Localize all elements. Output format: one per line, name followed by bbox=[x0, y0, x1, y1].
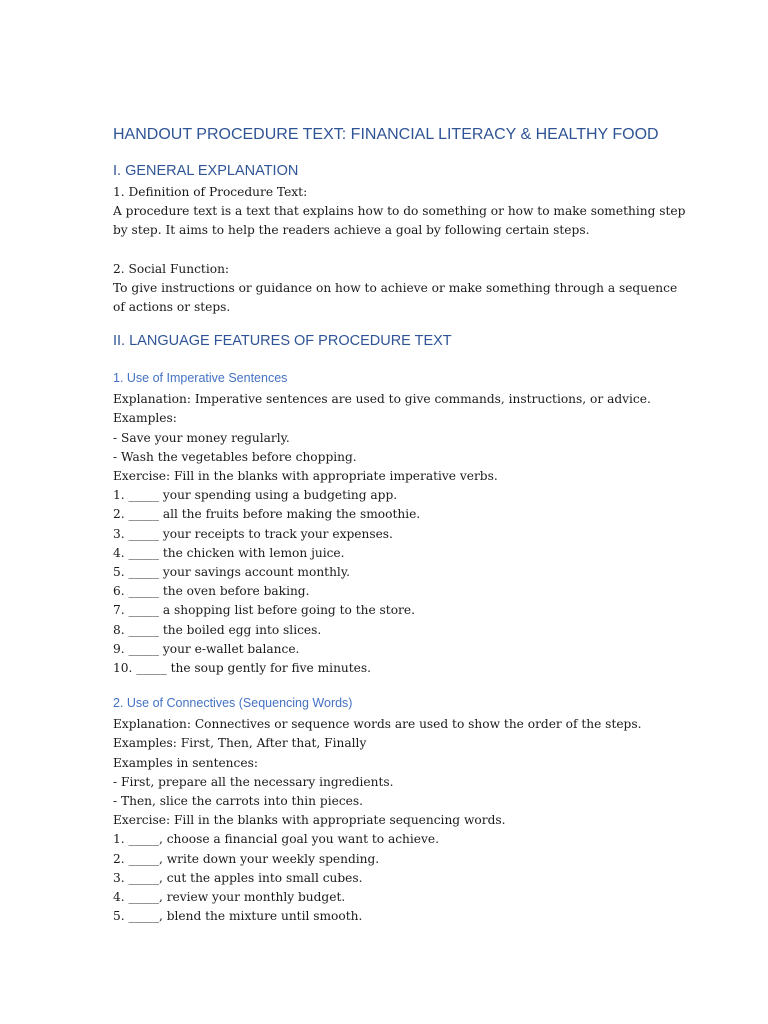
section-heading-language-features: II. LANGUAGE FEATURES OF PROCEDURE TEXT bbox=[113, 333, 452, 350]
subsection-heading-imperative: 1. Use of Imperative Sentences bbox=[113, 371, 288, 386]
text-line: Exercise: Fill in the blanks with appropriate sequencing words. bbox=[113, 813, 506, 828]
text-line: Explanation: Imperative sentences are used to give commands, instructions, or advice. bbox=[113, 392, 651, 407]
exercise-item: 2. _____ all the fruits before making the smoothie. bbox=[113, 507, 421, 522]
connective-lines bbox=[113, 715, 673, 926]
exercise-item: 2. _____, write down your weekly spending. bbox=[113, 851, 380, 866]
exercise-item: 10. _____ the soup gently for five minutes. bbox=[113, 661, 372, 676]
exercise-item: 7. _____ a shopping list before going to the store. bbox=[113, 603, 415, 618]
imperative-lines bbox=[113, 390, 673, 678]
text-line: - Wash the vegetables before chopping. bbox=[113, 449, 357, 464]
text-line: - Then, slice the carrots into thin pieces. bbox=[113, 794, 363, 809]
text-line: Exercise: Fill in the blanks with appropriate imperative verbs. bbox=[113, 469, 498, 484]
text-line: - First, prepare all the necessary ingredients. bbox=[113, 774, 394, 789]
exercise-item: 4. _____ the chicken with lemon juice. bbox=[113, 545, 345, 560]
text-line: Explanation: Connectives or sequence words are used to show the order of the steps. bbox=[113, 717, 642, 732]
text-line: - Save your money regularly. bbox=[113, 430, 290, 445]
document-page bbox=[113, 124, 686, 927]
exercise-item: 1. _____, choose a financial goal you want to achieve. bbox=[113, 832, 439, 847]
exercise-item: 3. _____ your receipts to track your expenses. bbox=[113, 526, 393, 541]
exercise-item: 5. _____ your savings account monthly. bbox=[113, 565, 350, 580]
section-heading-general-explanation: I. GENERAL EXPLANATION bbox=[113, 163, 299, 179]
text-line: Examples: First, Then, After that, Finally bbox=[113, 736, 367, 751]
document-title: HANDOUT PROCEDURE TEXT: FINANCIAL LITERACY & HEALTHY FOOD bbox=[113, 126, 659, 143]
function-line: of actions or steps. bbox=[113, 300, 231, 315]
exercise-item: 3. _____, cut the apples into small cubes. bbox=[113, 870, 363, 885]
exercise-item: 6. _____ the oven before baking. bbox=[113, 584, 310, 599]
subsection-heading-connectives: 2. Use of Connectives (Sequencing Words) bbox=[113, 696, 353, 711]
text-line: Examples: bbox=[113, 411, 177, 426]
definition-line: A procedure text is a text that explains how to do something or how to make something step bbox=[113, 204, 686, 219]
exercise-item: 8. _____ the boiled egg into slices. bbox=[113, 622, 322, 637]
definition-line: by step. It aims to help the readers achieve a goal by following certain steps. bbox=[113, 223, 590, 238]
exercise-item: 5. _____, blend the mixture until smooth. bbox=[113, 909, 363, 924]
function-line: To give instructions or guidance on how to achieve or make something through a sequence bbox=[113, 280, 678, 295]
exercise-item: 4. _____, review your monthly budget. bbox=[113, 890, 346, 905]
exercise-item: 9. _____ your e-wallet balance. bbox=[113, 641, 300, 656]
exercise-item: 1. _____ your spending using a budgeting app. bbox=[113, 488, 398, 503]
function-label: 2. Social Function: bbox=[113, 261, 230, 276]
text-line: Examples in sentences: bbox=[113, 755, 258, 770]
definition-label: 1. Definition of Procedure Text: bbox=[113, 185, 308, 199]
